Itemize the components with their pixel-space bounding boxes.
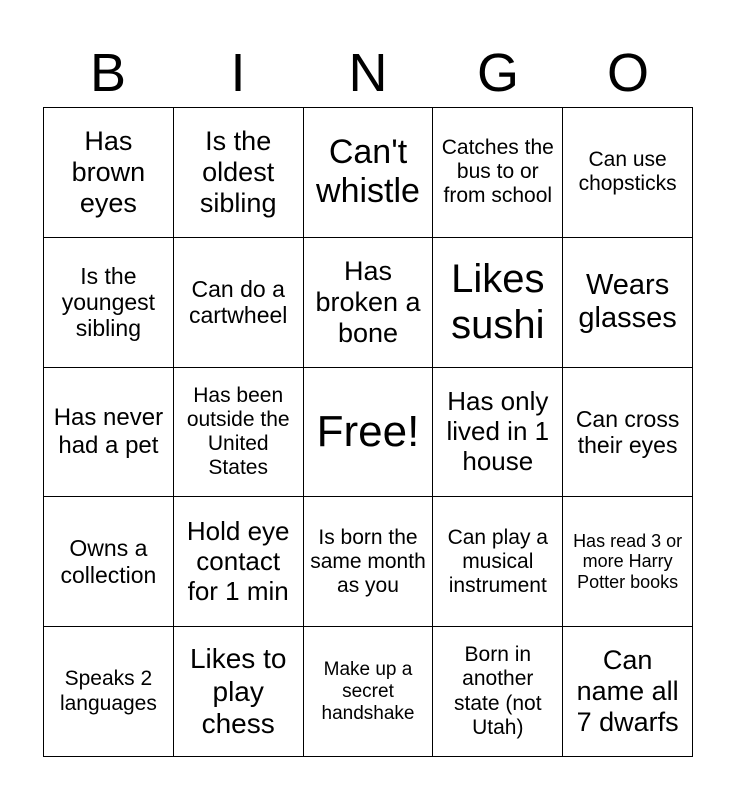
bingo-cell[interactable] (44, 497, 173, 626)
bingo-cell[interactable] (563, 238, 692, 367)
bingo-cell-text: Is born the same month as you (310, 525, 426, 597)
bingo-cell-text: Is the oldest sibling (199, 125, 277, 218)
header-letter-i: I (230, 43, 246, 103)
bingo-cell-text: Can cross their eyes (575, 405, 680, 458)
bingo-cell-text: Owns a collection (60, 535, 157, 588)
bingo-cell[interactable] (174, 627, 303, 756)
bingo-cell[interactable] (563, 627, 692, 756)
bingo-cell-text: Has broken a bone (315, 255, 421, 348)
bingo-cell[interactable] (174, 368, 303, 497)
bingo-cell-text: Has read 3 or more Harry Potter books (573, 530, 683, 593)
bingo-cell[interactable] (304, 238, 433, 367)
bingo-grid (43, 107, 693, 757)
bingo-cell[interactable] (44, 368, 173, 497)
bingo-cell-text: Wears glasses (578, 268, 677, 335)
bingo-cell-text: Free! (316, 406, 420, 456)
bingo-cell[interactable] (44, 108, 173, 237)
bingo-free-cell[interactable] (304, 368, 433, 497)
bingo-cell[interactable] (563, 108, 692, 237)
header-letter-o: O (606, 43, 649, 103)
bingo-cell-text: Has brown eyes (71, 125, 146, 218)
bingo-header (43, 38, 693, 108)
bingo-cell[interactable] (563, 368, 692, 497)
bingo-cell[interactable] (174, 497, 303, 626)
bingo-cell-text: Can name all 7 dwarfs (576, 645, 679, 738)
bingo-cell-text: Speaks 2 languages (59, 667, 157, 715)
bingo-cell-text: Has only lived in 1 house (446, 386, 550, 476)
bingo-cell-text: Has never had a pet (53, 404, 164, 459)
bingo-cell[interactable] (433, 238, 562, 367)
bingo-cell-text: Catches the bus to or from school (441, 136, 554, 208)
bingo-cell[interactable] (44, 238, 173, 367)
header-letter-n: N (348, 43, 388, 103)
bingo-cell-text: Can use chopsticks (578, 148, 677, 196)
bingo-cell-text: Can play a musical instrument (447, 525, 548, 597)
bingo-cell-text: Make up a secret handshake (321, 658, 415, 724)
bingo-cell-text: Likes to play chess (189, 643, 287, 739)
bingo-cell[interactable] (304, 497, 433, 626)
bingo-cell-text: Can't whistle (316, 133, 420, 211)
bingo-cell[interactable] (563, 497, 692, 626)
bingo-cell-text: Likes sushi (451, 257, 545, 348)
bingo-cell-text: Hold eye contact for 1 min (186, 515, 290, 606)
bingo-cell-text: Is the youngest sibling (61, 262, 156, 342)
bingo-cell[interactable] (433, 108, 562, 237)
header-letter-g: G (476, 43, 519, 103)
bingo-cell-text: Born in another state (not Utah) (454, 643, 542, 739)
bingo-cell[interactable] (174, 238, 303, 367)
bingo-cell[interactable] (304, 108, 433, 237)
bingo-cell[interactable] (433, 497, 562, 626)
bingo-cell[interactable] (433, 368, 562, 497)
bingo-cell[interactable] (174, 108, 303, 237)
bingo-cell-text: Has been outside the United States (186, 383, 290, 480)
bingo-cell[interactable] (304, 627, 433, 756)
bingo-cell[interactable] (433, 627, 562, 756)
header-letter-b: B (89, 43, 127, 103)
bingo-cell[interactable] (44, 627, 173, 756)
bingo-cell-text: Can do a cartwheel (188, 275, 288, 329)
